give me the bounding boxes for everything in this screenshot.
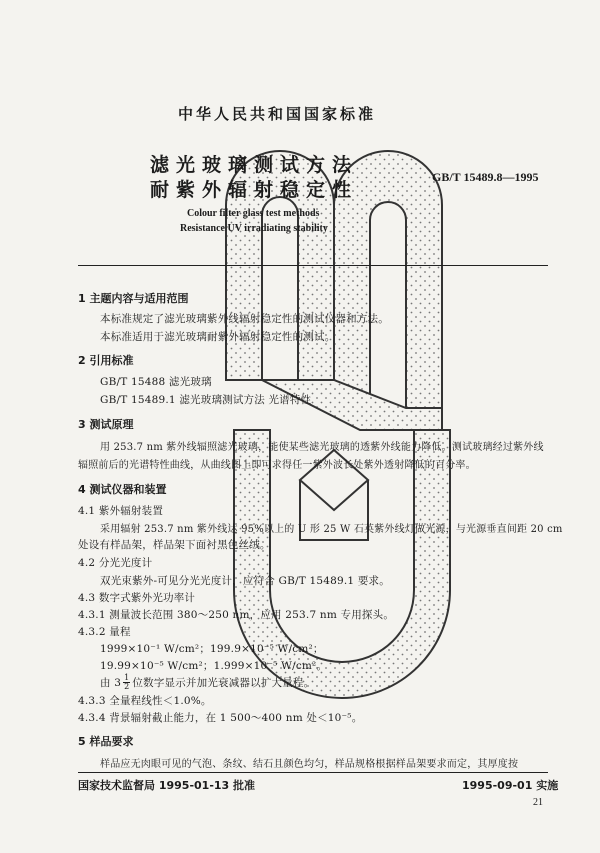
range-line-3 (100, 674, 314, 691)
section-4-3-3: 4.3.3 全量程线性＜1.0%。 (78, 695, 212, 707)
section-1-paragraph-2: 本标准适用于滤光玻璃耐紫外辐射稳定性的测试。 (100, 331, 336, 343)
reference-2: GB/T 15489.1 滤光玻璃测试方法 光谱特性 (100, 394, 312, 406)
section-4-2-paragraph: 双光束紫外-可见分光光度计，应符合 GB/T 15489.1 要求。 (100, 575, 390, 587)
section-3-paragraph-line1: 用 253.7 nm 紫外线辐照滤光玻璃，能使某些滤光玻璃的透紫外线能力降低。测试玻璃经过紫外线 (100, 442, 544, 453)
english-title-line1: Colour filter glass test methods (187, 208, 320, 219)
english-title-line2: Resistance UV irradiating stability (180, 223, 328, 234)
range-line-3-suffix: 位数字显示并加光衰减器以扩大量程。 (132, 677, 315, 689)
section-2-title: 2 引用标准 (78, 354, 134, 367)
section-4-3-title: 4.3 数字式紫外光功率计 (78, 592, 196, 604)
fraction-denominator: 2 (124, 682, 130, 691)
approval-text: 国家技术监督局 1995-01-13 批准 (78, 779, 256, 792)
section-5-paragraph: 样品应无肉眼可见的气泡、条纹、结石且颜色均匀，样品规格根据样品架要求而定，其厚度按 (100, 759, 519, 770)
national-standard-heading: 中华人民共和国国家标准 (178, 105, 377, 123)
reference-1: GB/T 15488 滤光玻璃 (100, 376, 212, 388)
section-4-title: 4 测试仪器和装置 (78, 483, 167, 496)
section-4-3-2-title: 4.3.2 量程 (78, 626, 131, 638)
document-title-line2: 耐紫外辐射稳定性 (150, 179, 359, 201)
section-4-1-title: 4.1 紫外辐射装置 (78, 505, 164, 517)
section-4-1-paragraph-line2: 处设有样品架，样品架下面衬黑色丝绒。 (78, 539, 271, 551)
fraction-numerator: 1 (124, 673, 130, 682)
range-line-1: 1999×10⁻¹ W/cm²；199.9×10⁻⁵ W/cm²； (100, 643, 324, 655)
header-rule (78, 265, 548, 266)
page-number: 21 (533, 797, 543, 808)
section-4-2-title: 4.2 分光光度计 (78, 557, 153, 569)
section-4-1-paragraph-line1: 采用辐射 253.7 nm 紫外线达 95%以上的 U 形 25 W 石英紫外线灯做光源，与光源垂直间距 20 cm (100, 524, 563, 535)
section-5-title: 5 样品要求 (78, 735, 134, 748)
footer-rule (78, 772, 548, 773)
range-line-2: 19.99×10⁻⁵ W/cm²；1.999×10⁻⁵ W/cm²。 (100, 660, 328, 672)
range-line-3-prefix: 由 3 (100, 677, 122, 689)
section-4-3-4: 4.3.4 背景辐射截止能力，在 1 500～400 nm 处＜10⁻⁵。 (78, 712, 363, 724)
standard-code: GB/T 15489.8—1995 (432, 170, 539, 184)
section-3-title: 3 测试原理 (78, 418, 134, 431)
section-1-title: 1 主题内容与适用范围 (78, 292, 189, 305)
section-3-paragraph-line2: 辐照前后的光谱特性曲线，从曲线图上即可求得任一紫外波长处紫外透射降低的百分率。 (78, 460, 476, 471)
implementation-text: 1995-09-01 实施 (462, 779, 559, 792)
section-1-paragraph-1: 本标准规定了滤光玻璃紫外线辐射稳定性的测试仪器和方法。 (100, 313, 389, 325)
document-title-line1: 滤光玻璃测试方法 (150, 154, 359, 176)
fraction (123, 674, 130, 691)
section-4-3-1: 4.3.1 测量波长范围 380～250 nm，应用 253.7 nm 专用探头。 (78, 609, 395, 621)
